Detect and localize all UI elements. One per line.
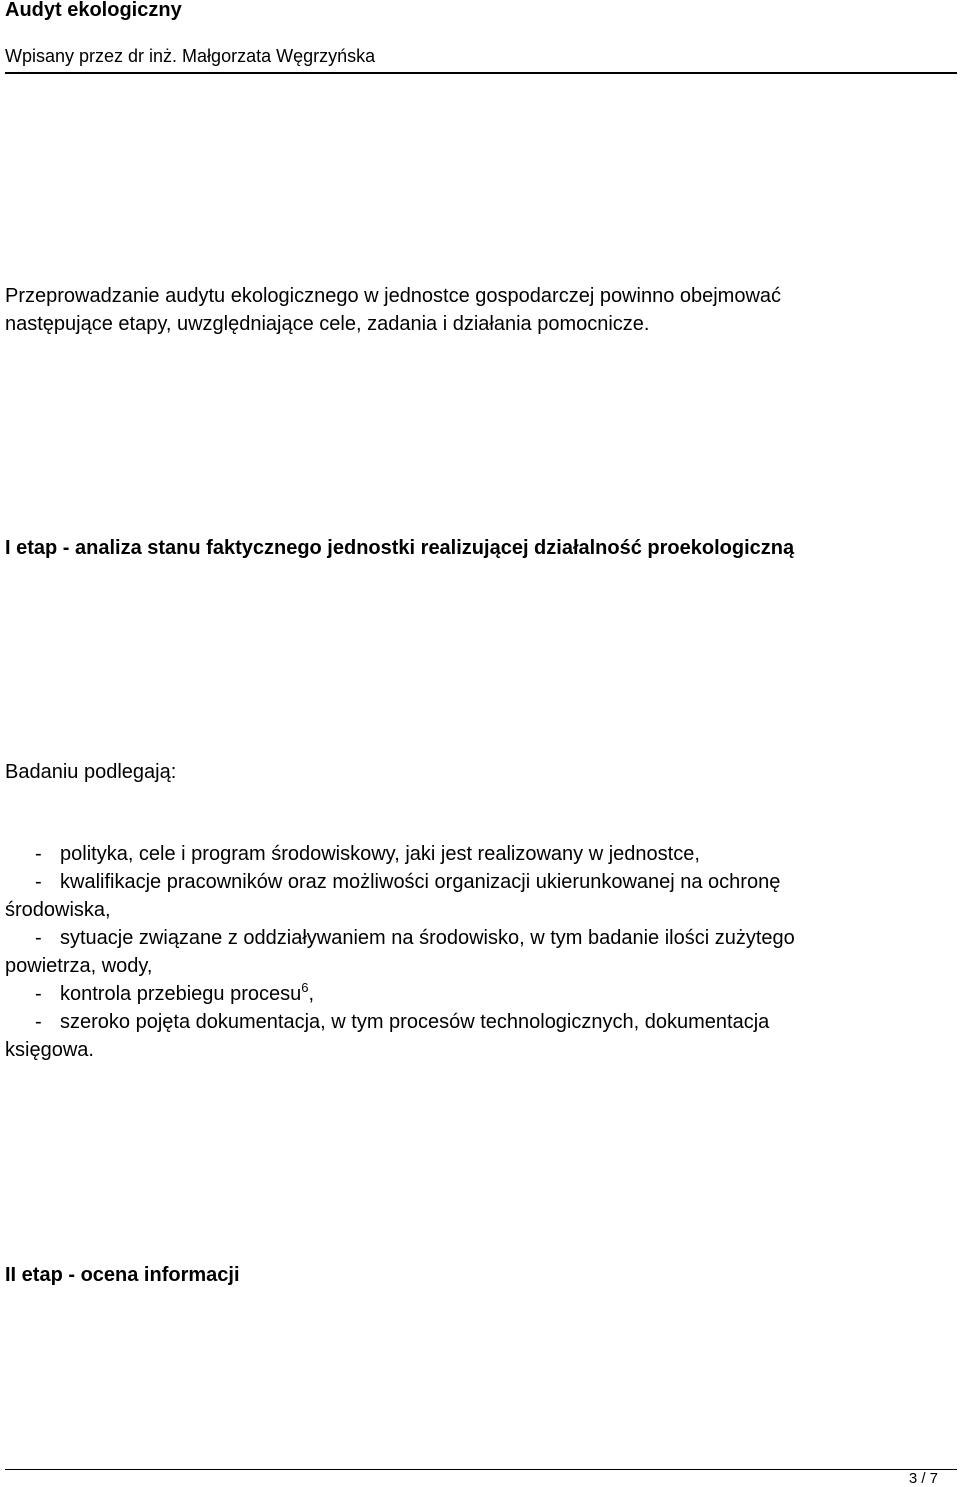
list-dash: -	[35, 843, 42, 865]
document-title: Audyt ekologiczny	[5, 0, 182, 21]
list-item-text: szeroko pojęta dokumentacja, w tym procesów technologicznych, dokumentacja	[60, 1011, 770, 1033]
header-divider	[5, 72, 957, 74]
page-number: 3 / 7	[908, 1470, 938, 1487]
list-item	[5, 980, 945, 1008]
stage-2-heading: II etap - ocena informacji	[5, 1264, 240, 1286]
list-item	[5, 924, 945, 952]
intro-paragraph	[5, 282, 781, 338]
intro-line-2: następujące etapy, uwzględniające cele, zadania i działania pomocnicze.	[5, 313, 650, 335]
scope-list	[5, 840, 945, 1064]
list-item-continuation: środowiska,	[5, 899, 111, 921]
list-dash: -	[35, 1011, 42, 1033]
list-dash: -	[35, 871, 42, 893]
list-dash: -	[35, 983, 42, 1005]
list-item	[5, 1008, 945, 1036]
footer-divider	[5, 1469, 957, 1470]
subheading-badaniu: Badaniu podlegają:	[5, 761, 177, 783]
list-item-text: sytuacje związane z oddziaływaniem na środowisko, w tym badanie ilości zużytego	[60, 927, 795, 949]
list-item	[5, 840, 945, 868]
list-item-text: kontrola przebiegu procesu	[60, 983, 302, 1005]
list-item-text: kwalifikacje pracowników oraz możliwości organizacji ukierunkowanej na ochronę	[60, 871, 781, 893]
footnote-marker[interactable]: 6	[301, 980, 309, 995]
stage-1-heading: I etap - analiza stanu faktycznego jednostki realizującej działalność proekologiczną	[5, 537, 795, 559]
list-item-continuation: powietrza, wody,	[5, 955, 153, 977]
list-item-continuation: księgowa.	[5, 1039, 94, 1061]
intro-line-1: Przeprowadzanie audytu ekologicznego w jednostce gospodarczej powinno obejmować	[5, 285, 782, 307]
list-item-punctuation: ,	[308, 983, 315, 1005]
list-item-text: polityka, cele i program środowiskowy, jaki jest realizowany w jednostce,	[60, 843, 700, 865]
list-dash: -	[35, 927, 42, 949]
list-item	[5, 868, 945, 896]
author-line: Wpisany przez dr inż. Małgorzata Węgrzyńska	[5, 46, 376, 66]
